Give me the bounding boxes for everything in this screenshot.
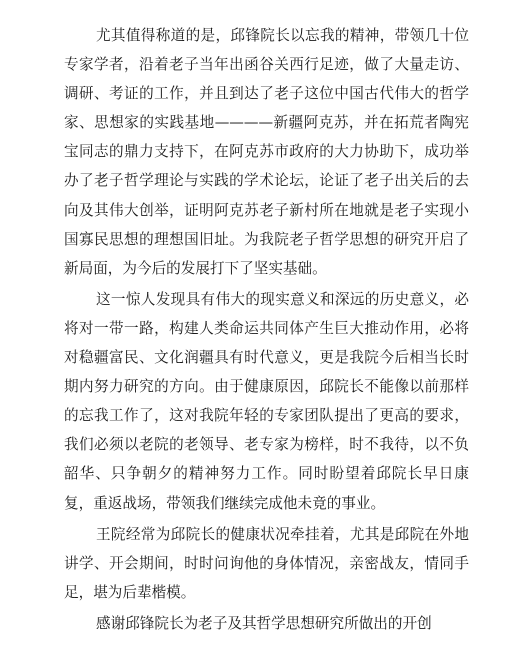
paragraph-3: 王院经常为邱院长的健康状况牵挂着，尤其是邱院在外地讲学、开会期间，时时问询他的身体情况，亲密战友，情同手足，堪为后辈楷模。 [64,525,469,601]
paragraph-4: 感谢邱锋院长为老子及其哲学思想研究所做出的开创 [96,614,432,632]
paragraph-1: 尤其值得称道的是，邱锋院长以忘我的精神，带领几十位专家学者，沿着老子当年出函谷关西行足迹，做了大量走访、调研、考证的工作，并且到达了老子这位中国古代伟大的哲学家、思想家的实践基地————新疆阿克苏，并在拓荒者陶宪宝同志的鼎力支持下，在阿克苏市政府的大力协助下，成功举办了老子哲学理论与实践的学术论坛，论证了老子出关后的去向及其伟大创举，证明阿克苏老子新村所在地就是老子实现小国寡民思想的理想国旧址。为我院老子哲学思想的研究开启了新局面，为今后的发展打下了坚实基础。 [64,27,469,277]
paragraph-2: 这一惊人发现具有伟大的现实意义和深远的历史意义，必将对一带一路，构建人类命运共同体产生巨大推动作用，必将对稳疆富民、文化润疆具有时代意义，更是我院今后相当长时期内努力研究的方向。由于健康原因，邱院长不能像以前那样的忘我工作了，这对我院年轻的专家团队提出了更高的要求，我们必须以老院的老领导、老专家为榜样，时不我待，以不负韶华、只争朝夕的精神努力工作。同时盼望着邱院长早日康复，重返战场，带领我们继续完成他未竟的事业。 [64,290,469,512]
